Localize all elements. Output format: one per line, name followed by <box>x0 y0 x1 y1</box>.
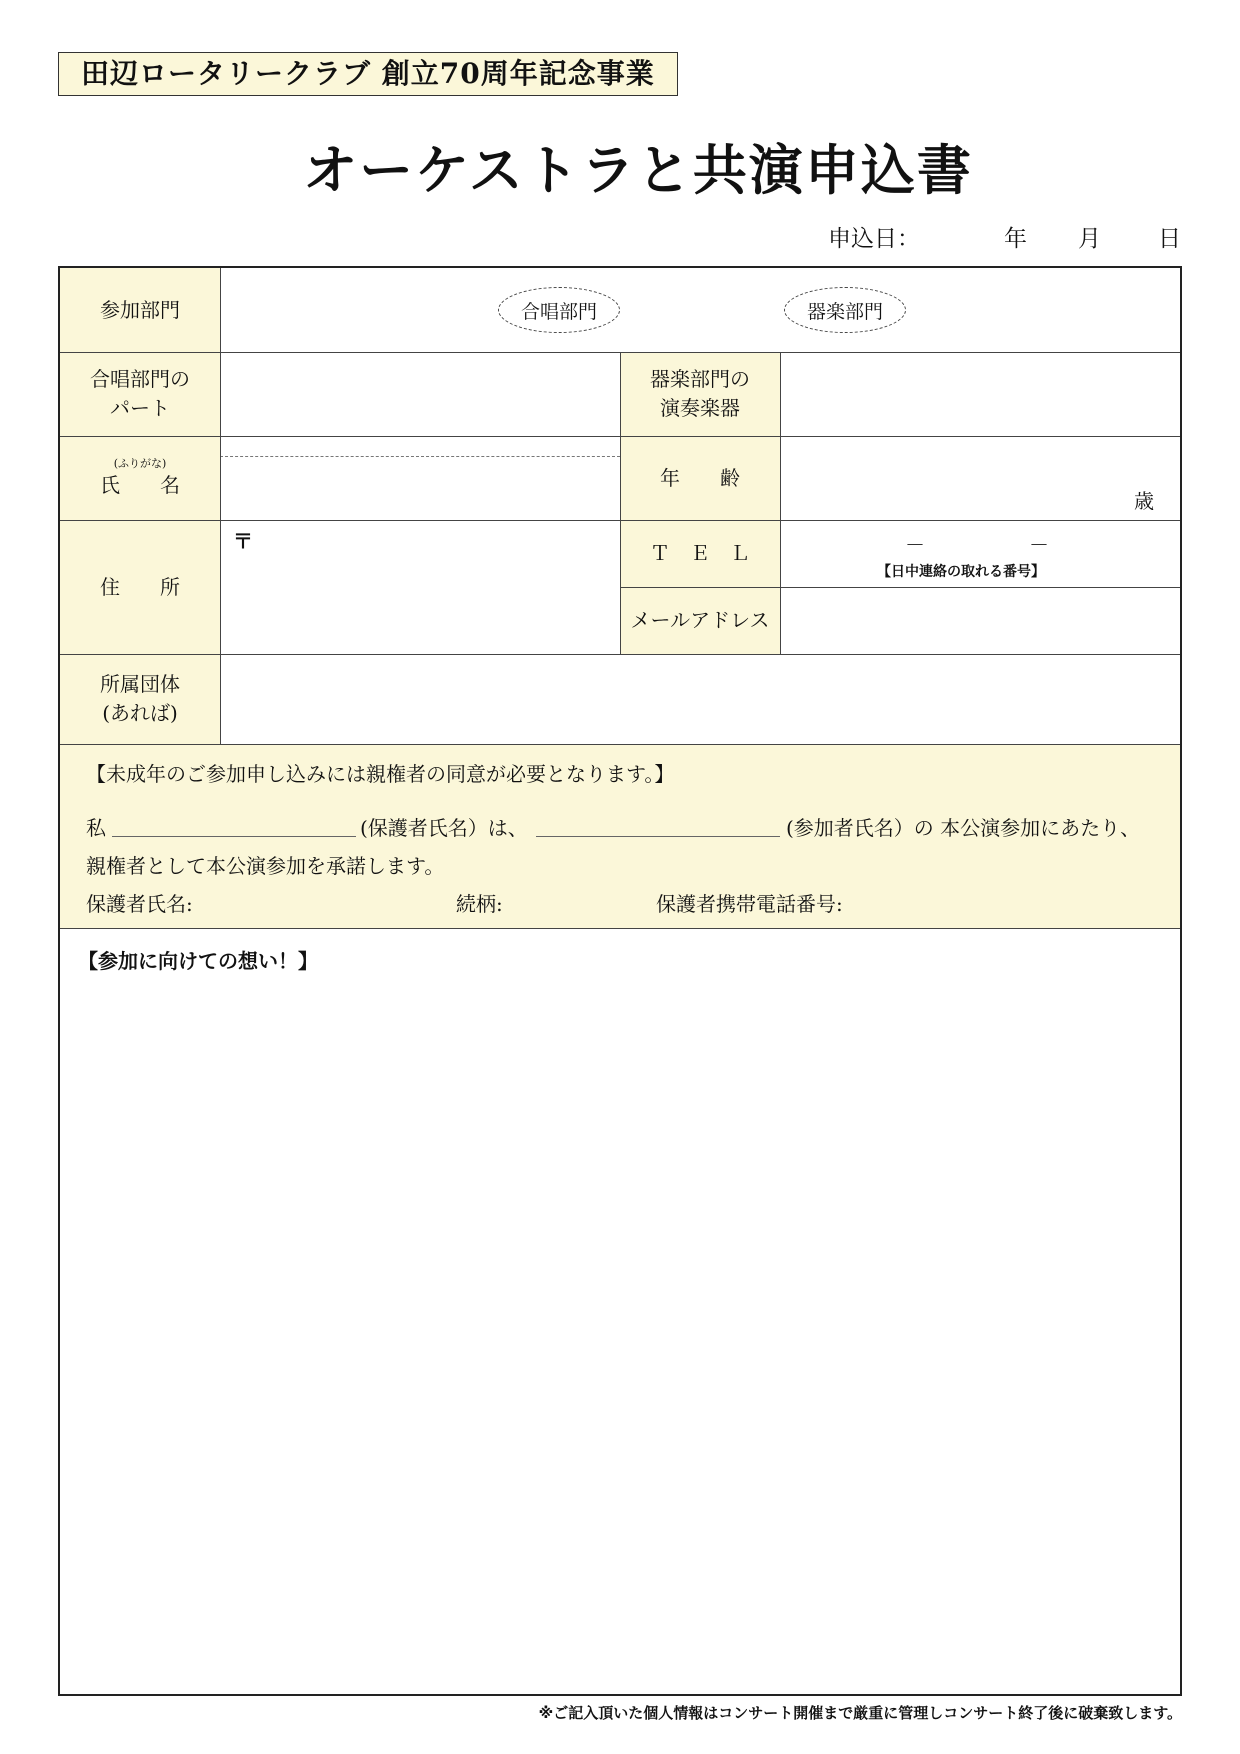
instrument-label-line1: 器楽部門の <box>650 367 750 391</box>
tel-field[interactable] <box>781 521 1180 587</box>
guardian-name-label: 保護者氏名: <box>86 892 193 916</box>
group-label <box>60 654 220 744</box>
age-label <box>620 436 780 520</box>
postal-mark: 〒 <box>233 529 253 553</box>
relation-label: 続柄: <box>456 892 503 916</box>
address-field[interactable] <box>221 521 620 654</box>
age-unit: 歳 <box>1134 489 1154 513</box>
furigana-field[interactable] <box>221 437 620 456</box>
email-field[interactable] <box>781 588 1180 654</box>
application-date <box>828 222 1180 256</box>
tel-label-text: Ｔ Ｅ Ｌ <box>650 541 750 565</box>
group-label-line1: 所属団体 <box>100 672 180 696</box>
thoughts-field[interactable] <box>60 929 1180 1694</box>
group-label-line2: (あれば) <box>102 701 178 725</box>
instrument-label-line2: 演奏楽器 <box>660 396 740 420</box>
tel-label <box>620 520 780 587</box>
name-label-text: 氏 名 <box>100 472 180 497</box>
name-field[interactable] <box>221 457 620 520</box>
choir-part-label <box>60 352 220 436</box>
age-label-text: 年 齢 <box>660 465 740 490</box>
consent-heading: 【未成年のご参加申し込みには親権者の同意が必要となります。】 <box>86 762 675 786</box>
choir-division-option[interactable]: 合唱部門 <box>498 287 620 333</box>
date-label: 申込日： <box>828 226 920 252</box>
choir-part-label-line2: パート <box>110 396 170 420</box>
year-label: 年 <box>1004 226 1027 252</box>
division-label-text: 参加部門 <box>100 297 180 322</box>
participant-name-paren: (参加者氏名）の 本公演参加にあたり、 <box>786 816 1141 840</box>
furigana-label: (ふりがな) <box>113 456 167 470</box>
age-field[interactable] <box>781 437 1180 520</box>
guardian-name-paren: (保護者氏名）は、 <box>360 816 528 840</box>
address-label-text: 住 所 <box>100 574 180 599</box>
privacy-note: ※ご記入頂いた個人情報はコンサート開催まで厳重に管理しコンサート終了後に破棄致します。 <box>538 1704 1182 1722</box>
consent-watashi: 私 <box>86 816 106 840</box>
tel-dash-2: － <box>1029 533 1049 557</box>
email-label-text: メールアドレス <box>630 608 770 632</box>
division-label <box>60 268 220 352</box>
application-form <box>58 266 1182 1696</box>
instrument-label <box>620 352 780 436</box>
column-divider <box>620 352 621 654</box>
choir-part-label-line1: 合唱部門の <box>90 367 190 391</box>
page-title: オーケストラと共演申込書 <box>303 139 973 202</box>
guardian-consent-section <box>60 744 1180 928</box>
consent-approval: 親権者として本公演参加を承諾します。 <box>86 854 445 878</box>
tel-dash-1: － <box>905 533 925 557</box>
participant-name-blank[interactable] <box>536 836 780 837</box>
month-label: 月 <box>1078 226 1101 252</box>
email-label <box>620 587 780 654</box>
guardian-name-blank[interactable] <box>112 836 356 837</box>
group-field[interactable] <box>221 655 1180 744</box>
tel-note: 【日中連絡の取れる番号】 <box>877 564 1045 580</box>
instrument-division-option[interactable]: 器楽部門 <box>784 287 906 333</box>
guardian-phone-label: 保護者携帯電話番号: <box>656 892 843 916</box>
day-label: 日 <box>1158 226 1181 252</box>
instrument-field[interactable] <box>781 353 1180 436</box>
row-divider <box>60 744 1180 745</box>
address-label <box>60 520 220 654</box>
choir-part-field[interactable] <box>221 353 620 436</box>
event-label: 田辺ロータリークラブ 創立70周年記念事業 <box>58 52 678 96</box>
name-label <box>60 436 220 520</box>
thoughts-heading: 【参加に向けての想い！】 <box>78 949 318 973</box>
